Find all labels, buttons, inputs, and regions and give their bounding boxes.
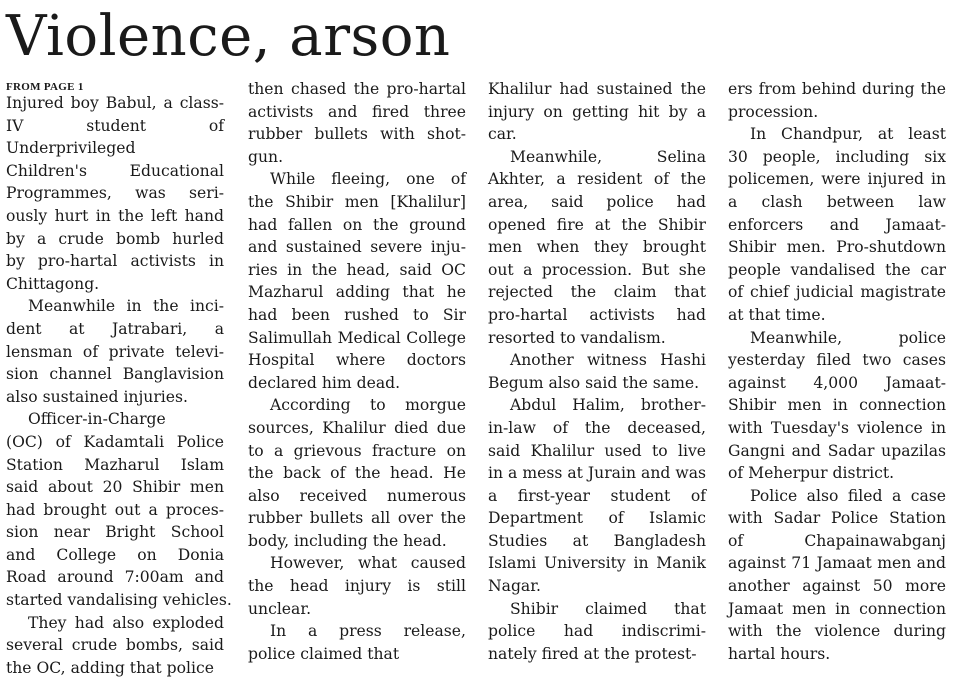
text-line: Studies at Bangladesh [488,531,706,550]
text-line: In a press release, [270,622,466,641]
text-line: police claimed that [248,644,400,663]
text-line: people vandalised the car [728,260,946,279]
text-line: 30 people, including six [728,147,946,166]
text-line: at that time. [728,305,826,324]
text-line: According to morgue [270,396,466,415]
text-line: In Chandpur, at least [750,125,946,144]
text-line: lensman of private televi- [6,342,224,361]
text-line: hartal hours. [728,644,831,663]
text-line: IV student of [6,116,224,135]
text-line: also sustained injuries. [6,387,188,406]
text-line: Mazharul adding that he [248,283,466,302]
text-line: police had indiscrimi- [488,622,706,641]
headline: Violence, arson [6,4,451,69]
from-page-kicker: FROM PAGE 1 [6,81,84,93]
text-line: then chased the pro-hartal [248,80,466,98]
text-line: yesterday filed two cases [728,351,946,370]
article-column-3 [488,78,706,665]
text-line: with the violence during [728,622,946,641]
text-line: against 71 Jamaat men and [728,554,946,573]
text-line: Meanwhile, police [750,328,946,347]
text-line: Islami University in Manik [488,554,706,573]
text-line: body, including the head. [248,531,447,550]
text-line: Shibir men. Pro-shutdown [728,238,946,257]
text-line: Department of Islamic [488,509,706,528]
text-line: ers from behind during the [728,80,946,98]
text-line: said about 20 Shibir men [6,478,224,497]
text-line: Road around 7:00am and [6,568,224,587]
text-line: Chittagong. [6,274,100,293]
text-line: the OC, adding that police [6,658,214,677]
text-line: They had also exploded [28,613,224,632]
text-line: had fallen on the ground [248,215,466,234]
text-line: of chief judicial magistrate [728,283,946,302]
text-line: of Chapainawabganj [728,531,946,550]
text-line: a clash between law [728,192,946,211]
text-line: Abdul Halim, brother- [510,396,706,415]
text-line: Shibir men in connection [728,396,946,415]
column-1-text [6,92,232,679]
text-line: said Khalilur used to live [488,441,706,460]
text-line: Programmes, was seri- [6,184,224,203]
text-line: pro-hartal activists had [488,305,706,324]
text-line: Gangni and Sadar upazilas [728,441,946,460]
text-line: and College on Donia [6,545,224,564]
text-line: procession. [728,102,819,121]
text-line: activists and fired three [248,102,466,121]
text-line: in-law of the deceased, [488,418,706,437]
text-line: (OC) of Kadamtali Police [6,432,224,451]
text-line: sion channel Banglavision [6,365,224,384]
text-line: Shibir claimed that [510,599,706,618]
text-line: Police also filed a case [750,486,946,505]
text-line: ries in the head, said OC [248,260,466,279]
text-line: sion near Bright School [6,523,224,542]
text-line: Another witness Hashi [510,351,706,370]
text-line: Jamaat men in connection [728,599,946,618]
text-line: started vandalising vehicles. [6,591,232,610]
text-line: Station Mazharul Islam [6,455,224,474]
text-line: by a crude bomb hurled [6,229,224,248]
text-line: the back of the head. He [248,464,466,483]
text-line: rejected the claim that [488,283,706,302]
column-4-text [728,78,946,665]
text-line: Hospital where doctors [248,351,466,370]
text-line: rubber bullets with shot- [248,125,466,144]
text-line: declared him dead. [248,373,401,392]
text-line: by pro-hartal activists in [6,252,224,271]
text-line: nately fired at the protest- [488,644,697,663]
text-line: dent at Jatrabari, a [6,319,224,338]
text-line: Underprivileged [6,139,136,158]
text-line: area, said police had [488,192,706,211]
text-line: Meanwhile in the inci- [28,297,224,316]
text-line: Khalilur had sustained the [488,80,706,98]
column-3-text [488,78,706,665]
text-line: Nagar. [488,577,541,596]
text-line: to a grievous fracture on [248,441,466,460]
article-column-4 [728,78,946,665]
text-line: a first-year student of [488,486,706,505]
text-line: While fleeing, one of [270,170,466,189]
text-line: opened fire at the Shibir [488,215,706,234]
text-line: in a mess at Jurain and was [488,464,706,483]
text-line: enforcers and Jamaat- [728,215,946,234]
text-line: out a procession. But she [488,260,706,279]
text-line: also received numerous [248,486,466,505]
column-2-text [248,78,466,665]
text-line: resorted to vandalism. [488,328,666,347]
text-line: Akhter, a resident of the [488,170,706,189]
text-line: Children's Educational [6,161,224,180]
text-line: another against 50 more [728,577,946,596]
text-line: had been rushed to Sir [248,305,466,324]
text-line: Meanwhile, Selina [510,147,706,166]
text-line: and sustained severe inju- [248,238,466,257]
text-line: policemen, were injured in [728,170,946,189]
text-line: of Meherpur district. [728,464,895,483]
text-line: sources, Khalilur died due [248,418,466,437]
text-line: ously hurt in the left hand [6,206,224,225]
text-line: car. [488,125,517,144]
text-line: injury on getting hit by a [488,102,706,121]
text-line: against 4,000 Jamaat- [728,373,946,392]
text-line: several crude bombs, said [6,636,224,655]
text-line: with Sadar Police Station [728,509,946,528]
text-line: the Shibir men [Khalilur] [248,192,466,211]
article-column-2 [248,78,466,665]
text-line: unclear. [248,599,312,618]
text-line: Begum also said the same. [488,373,700,392]
text-line: However, what caused [270,554,466,573]
text-line: rubber bullets all over the [248,509,466,528]
text-line: men when they brought [488,238,706,257]
text-line: the head injury is still [248,577,466,596]
text-line: with Tuesday's violence in [728,418,946,437]
text-line: had brought out a proces- [6,500,224,519]
article-column-1 [6,78,232,679]
text-line: Officer-in-Charge [28,410,166,429]
text-line: gun. [248,147,284,166]
text-line: Salimullah Medical College [248,328,466,347]
text-line: Injured boy Babul, a class- [6,94,224,112]
